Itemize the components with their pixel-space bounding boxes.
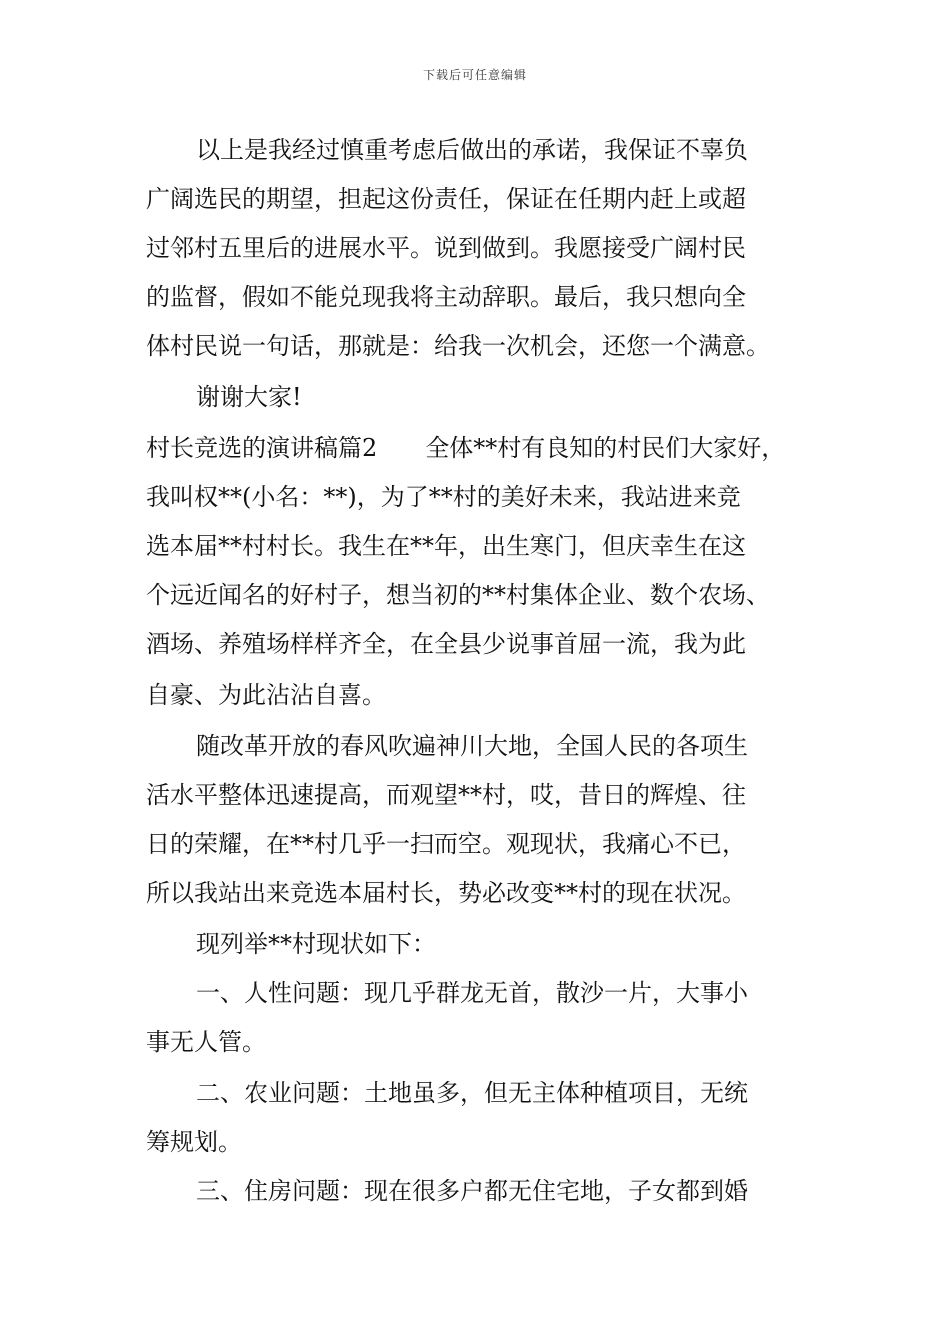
text-line: 事无人管。 [146,1028,266,1056]
text-line: 我叫权**(小名：**)，为了**村的美好未来，我站进来竞 [146,483,741,511]
text-line: 二、农业问题：土地虽多，但无主体种植项目，无统 [196,1079,748,1107]
text-line: 个远近闻名的好村子，想当初的**村集体企业、数个农场、 [146,581,770,609]
text-line: 筹规划。 [146,1128,242,1156]
text-line: 三、住房问题：现在很多户都无住宅地，子女都到婚 [196,1177,748,1205]
text-line: 过邻村五里后的进展水平。说到做到。我愿接受广阔村民 [146,234,746,262]
text-line: 体村民说一句话，那就是：给我一次机会，还您一个满意。 [146,332,770,360]
text-line: 日的荣耀，在**村几乎一扫而空。观现状，我痛心不已， [146,830,746,858]
text-line: 自豪、为此沾沾自喜。 [146,681,386,709]
text-line: 以上是我经过慎重考虑后做出的承诺，我保证不辜负 [196,136,748,164]
text-line: 酒场、养殖场样样齐全，在全县少说事首屈一流，我为此 [146,630,746,658]
text-line: 谢谢大家! [196,383,302,411]
section-title-line: 村长竞选的演讲稿篇2 全体**村有良知的村民们大家好， [146,434,786,462]
text-line: 现列举**村现状如下： [196,930,436,958]
text-line: 一、人性问题：现几乎群龙无首，散沙一片，大事小 [196,979,748,1007]
text-line: 随改革开放的春风吹遍神川大地，全国人民的各项生 [196,732,748,760]
text-line: 选本届**村村长。我生在**年，出生寒门，但庆幸生在这 [146,532,746,560]
text-line: 广阔选民的期望，担起这份责任，保证在任期内赶上或超 [146,185,746,213]
page-header: 下载后可任意编辑 [422,68,527,82]
text-line: 的监督，假如不能兑现我将主动辞职。最后，我只想向全 [146,283,746,311]
text-line: 所以我站出来竞选本届村长，势必改变**村的现在状况。 [146,879,746,907]
text-line: 活水平整体迅速提高，而观望**村，哎，昔日的辉煌、往 [146,781,746,809]
